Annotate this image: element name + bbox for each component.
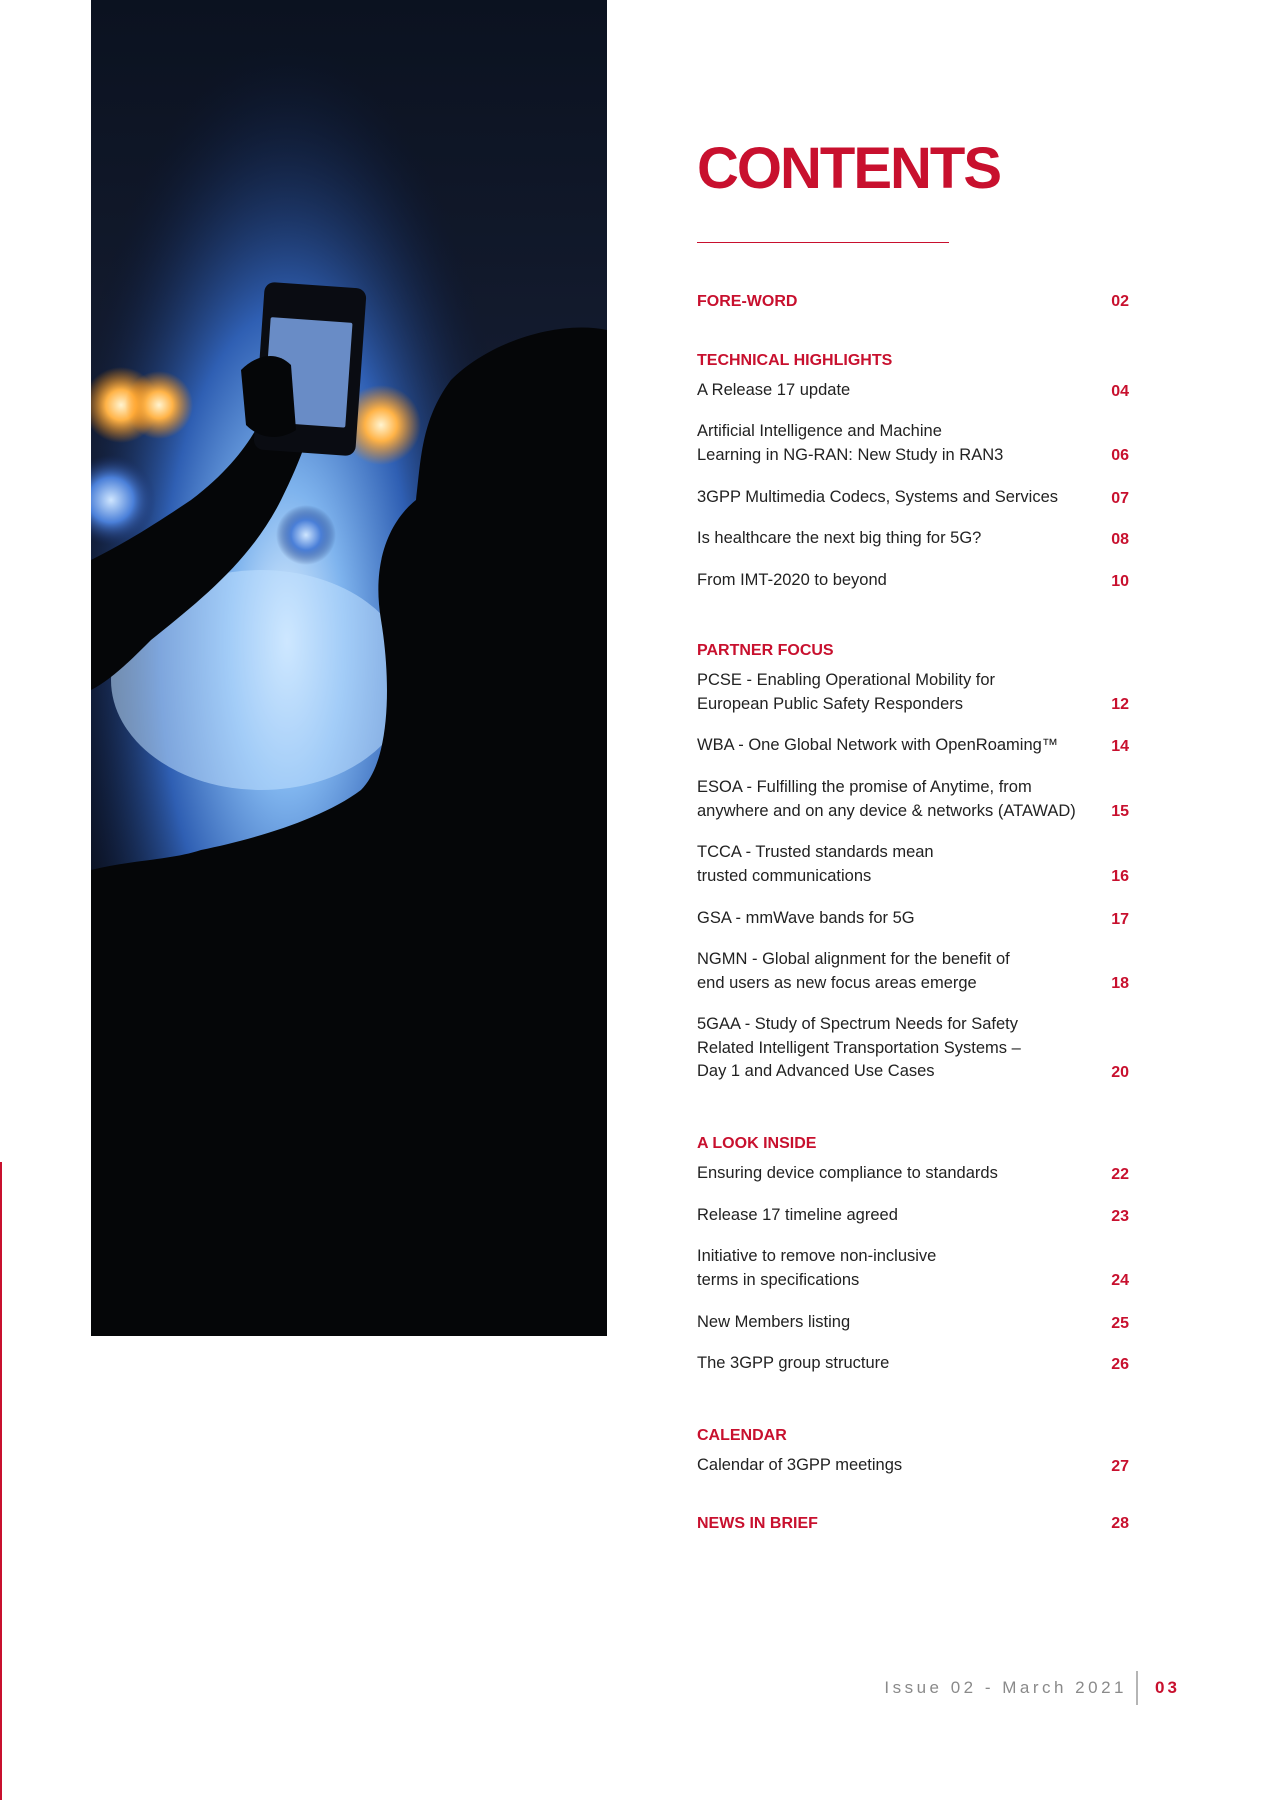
toc-entry[interactable] [697, 486, 1129, 510]
entry-title: NGMN - Global alignment for the benefit of end users as new focus areas emerge [697, 950, 1010, 992]
toc-entry[interactable] [697, 669, 1129, 716]
page-title: CONTENTS [697, 136, 1000, 201]
entry-title: Artificial Intelligence and Machine Learning in NG-RAN: New Study in RAN3 [697, 422, 1004, 464]
page-number: 27 [1111, 1457, 1129, 1475]
entry-title: Ensuring device compliance to standards [697, 1164, 998, 1182]
entry-title: New Members listing [697, 1313, 851, 1331]
toc-entry[interactable] [697, 527, 1129, 551]
toc-entry[interactable] [697, 776, 1129, 823]
page-number: 16 [1111, 868, 1129, 885]
toc-entry[interactable] [697, 1204, 1129, 1228]
entry-title: Initiative to remove non-inclusive terms in specifications [697, 1247, 937, 1289]
toc-entry[interactable] [697, 420, 1129, 467]
person-filming-concert-image [91, 0, 607, 1336]
page-number: 18 [1111, 975, 1129, 992]
page-number: 14 [1111, 737, 1129, 755]
page-number: 17 [1111, 910, 1129, 928]
toc-entry[interactable] [697, 379, 1129, 403]
toc-entry[interactable] [697, 1162, 1129, 1186]
toc-section-calendar [697, 1426, 1129, 1446]
section-heading: FORE-WORD [697, 293, 798, 310]
footer-divider [1136, 1671, 1138, 1705]
toc-section-news-in-brief[interactable] [697, 1514, 1129, 1534]
page-number: 08 [1111, 530, 1129, 548]
entry-title: GSA - mmWave bands for 5G [697, 909, 915, 927]
entry-title: Calendar of 3GPP meetings [697, 1456, 903, 1474]
page-number: 04 [1111, 382, 1129, 400]
toc-section-a-look-inside [697, 1134, 1129, 1154]
page-number: 02 [1111, 293, 1129, 310]
page-number: 28 [1111, 1515, 1129, 1532]
page-number: 12 [1111, 696, 1129, 713]
title-divider [697, 242, 949, 243]
page-number: 23 [1111, 1207, 1129, 1225]
entry-title: The 3GPP group structure [697, 1354, 890, 1372]
entry-title: Is healthcare the next big thing for 5G? [697, 529, 982, 547]
toc-entry[interactable] [697, 1454, 1129, 1478]
toc-section-technical-highlights [697, 351, 1129, 371]
toc-entry[interactable] [697, 734, 1129, 758]
page-number: 06 [1111, 447, 1129, 464]
toc-entry[interactable] [697, 569, 1129, 593]
entry-title: 3GPP Multimedia Codecs, Systems and Services [697, 488, 1059, 506]
page-number: 25 [1111, 1314, 1129, 1332]
section-heading: CALENDAR [697, 1427, 787, 1444]
page-number-footer: 03 [1155, 1678, 1180, 1697]
toc-entry[interactable] [697, 1013, 1129, 1084]
concert-photo [91, 0, 607, 1336]
page-number: 20 [1111, 1063, 1129, 1081]
section-heading: A LOOK INSIDE [697, 1135, 817, 1152]
toc-entry[interactable] [697, 1311, 1129, 1335]
issue-date: Issue 02 - March 2021 [884, 1678, 1127, 1697]
toc-entry[interactable] [697, 1352, 1129, 1376]
page-number: 22 [1111, 1165, 1129, 1183]
entry-title: From IMT-2020 to beyond [697, 571, 887, 589]
entry-title: Release 17 timeline agreed [697, 1206, 898, 1224]
page-number: 07 [1111, 489, 1129, 507]
toc-entry[interactable] [697, 841, 1129, 888]
entry-title: WBA - One Global Network with OpenRoaming™ [697, 736, 1059, 754]
entry-title: A Release 17 update [697, 381, 851, 399]
section-heading: NEWS IN BRIEF [697, 1515, 818, 1532]
section-heading: TECHNICAL HIGHLIGHTS [697, 352, 893, 369]
toc-entry[interactable] [697, 948, 1129, 995]
page-number: 10 [1111, 572, 1129, 590]
toc-section-partner-focus [697, 641, 1129, 661]
entry-title: TCCA - Trusted standards mean trusted communications [697, 843, 934, 885]
section-heading: PARTNER FOCUS [697, 642, 834, 659]
toc-section-foreword[interactable] [697, 292, 1129, 312]
entry-title: ESOA - Fulfilling the promise of Anytime, from anywhere and on any device & networks (ATAWAD) [697, 778, 1076, 820]
page-number: 26 [1111, 1355, 1129, 1373]
toc-entry[interactable] [697, 907, 1129, 931]
edge-accent-line [0, 1162, 2, 1800]
page-number: 24 [1111, 1272, 1129, 1289]
toc-entry[interactable] [697, 1245, 1129, 1292]
entry-title: PCSE - Enabling Operational Mobility for European Public Safety Responders [697, 671, 996, 713]
entry-title: 5GAA - Study of Spectrum Needs for Safety Related Intelligent Transportation Systems – Day 1 and Advanced Use Cases [697, 1015, 1021, 1080]
page-number: 15 [1111, 803, 1129, 820]
